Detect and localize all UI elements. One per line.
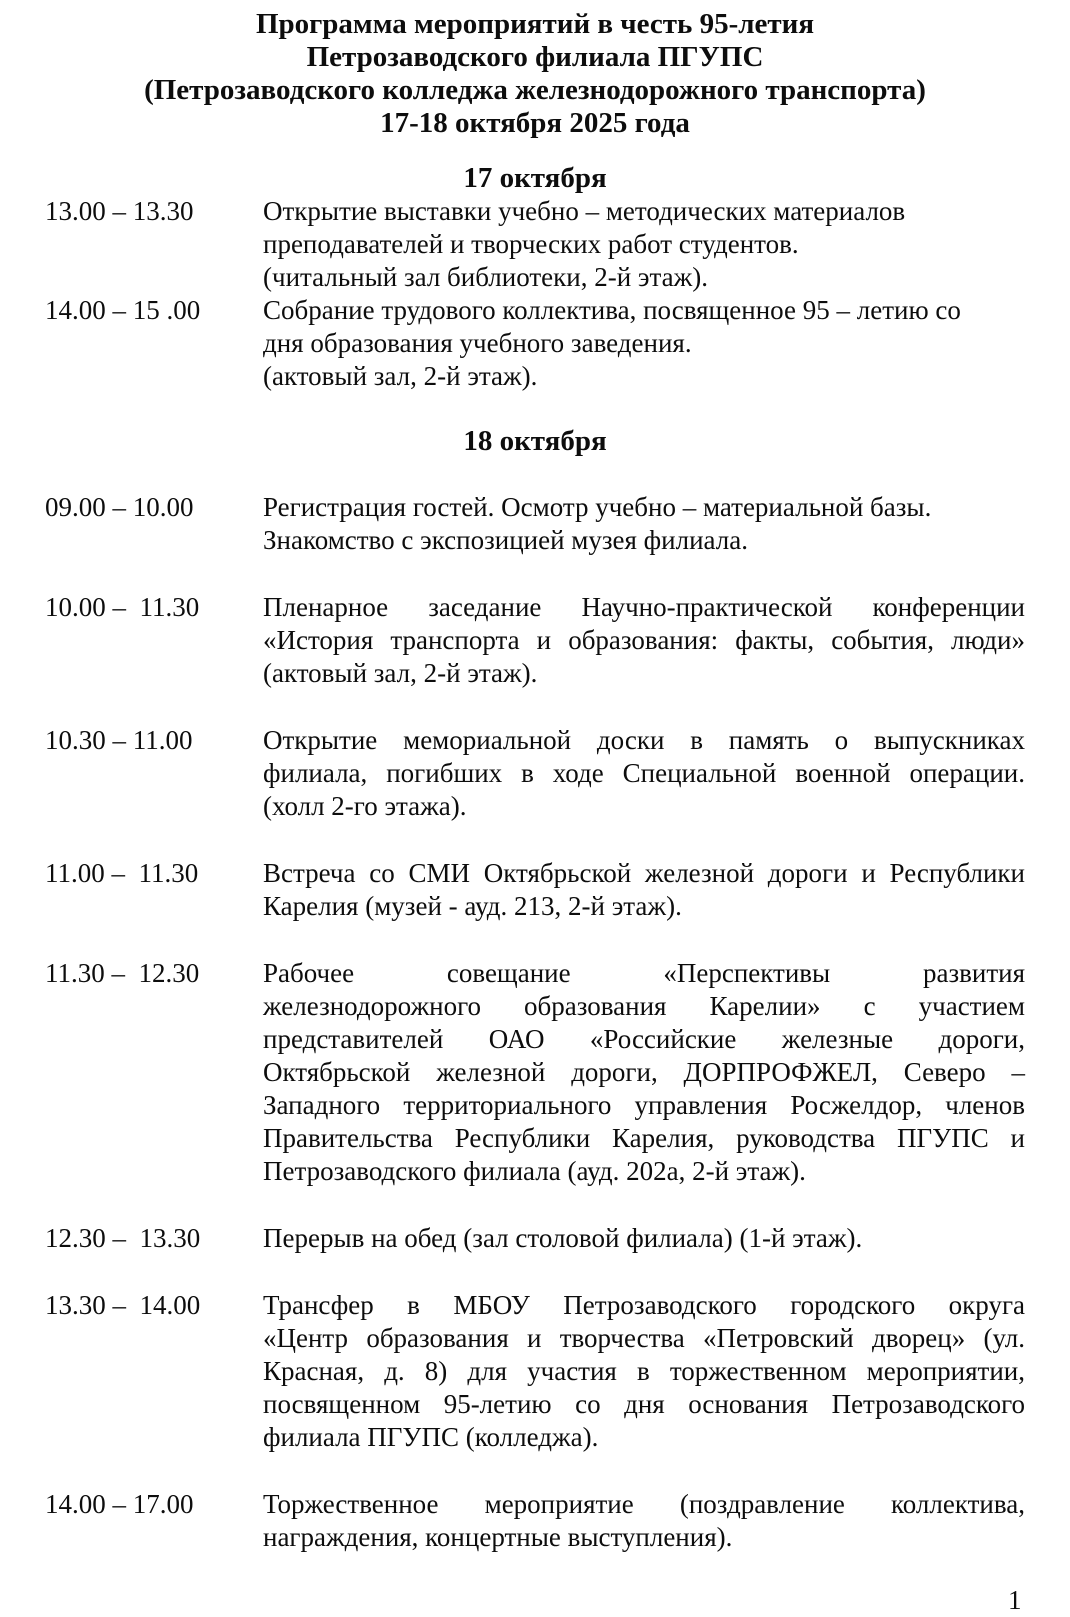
event-description-line: Правительства Республики Карелия, руководства ПГУПС и — [263, 1123, 1025, 1153]
event-description-line: Рабочее совещание «Перспективы развития — [263, 958, 1025, 988]
event-description-line: Пленарное заседание Научно-практической конференции — [263, 592, 1025, 622]
event-description — [263, 294, 1025, 393]
event-description-line: дня образования учебного заведения. — [263, 328, 692, 358]
event-description-line: Октябрьской железной дороги, ДОРПРОФЖЕЛ, Северо – — [263, 1057, 1025, 1087]
event-description-line: (актовый зал, 2-й этаж). — [263, 361, 538, 391]
event-row — [45, 957, 1025, 1188]
event-description-line: Открытие мемориальной доски в память о выпускниках — [263, 725, 1025, 755]
event-description-line: (холл 2-го этажа). — [263, 791, 467, 821]
event-description-line: Трансфер в МБОУ Петрозаводского городского округа — [263, 1290, 1025, 1320]
page-number: 1 — [1008, 1585, 1022, 1615]
event-time: 09.00 – 10.00 — [45, 492, 194, 522]
event-row — [45, 195, 1025, 294]
event-time: 13.30 – 14.00 — [45, 1290, 201, 1320]
event-row — [45, 857, 1025, 923]
event-description-line: железнодорожного образования Карелии» с участием — [263, 991, 1025, 1021]
event-time: 11.00 – 11.30 — [45, 858, 199, 888]
event-description-line: Встреча со СМИ Октябрьской железной дороги и Республики — [263, 858, 1025, 888]
event-description — [263, 491, 1025, 557]
event-description-line: представителей ОАО «Российские железные дороги, — [263, 1024, 1025, 1054]
title-line: Петрозаводского филиала ПГУПС — [306, 41, 764, 73]
event-description-line: Петрозаводского филиала (ауд. 202а, 2-й этаж). — [263, 1156, 806, 1186]
event-description-line: награждения, концертные выступления). — [263, 1522, 733, 1552]
event-description-line: Знакомство с экспозицией музея филиала. — [263, 525, 748, 555]
event-description-line: (читальный зал библиотеки, 2-й этаж). — [263, 262, 709, 292]
title-line: (Петрозаводского колледжа железнодорожного транспорта) — [144, 74, 926, 106]
event-row — [45, 1289, 1025, 1454]
event-description-line: Регистрация гостей. Осмотр учебно – материальной базы. — [263, 492, 932, 522]
event-description-line: филиала, погибших в ходе Специальной военной операции. — [263, 758, 1025, 788]
event-description — [263, 724, 1025, 823]
schedule-section — [45, 162, 1025, 393]
event-description — [263, 957, 1025, 1188]
schedule-section — [45, 425, 1025, 1554]
event-time: 11.30 – 12.30 — [45, 958, 200, 988]
event-description-line: Собрание трудового коллектива, посвященное 95 – летию со — [263, 295, 961, 325]
event-time: 13.00 – 13.30 — [45, 196, 194, 226]
document-title — [45, 8, 1025, 140]
event-row — [45, 724, 1025, 823]
event-description-line: посвященном 95-летию со дня основания Петрозаводского — [263, 1389, 1025, 1419]
event-description-line: преподавателей и творческих работ студентов. — [263, 229, 799, 259]
event-description-line: Красная, д. 8) для участия в торжественном мероприятии, — [263, 1356, 1025, 1386]
event-description-line: (актовый зал, 2-й этаж). — [263, 658, 538, 688]
event-description-line: Перерыв на обед (зал столовой филиала) (1-й этаж). — [263, 1223, 863, 1253]
event-time: 14.00 – 15 .00 — [45, 295, 201, 325]
event-row — [45, 491, 1025, 557]
event-description — [263, 591, 1025, 690]
schedule-sections — [45, 162, 1025, 1554]
day-heading: 17 октября — [463, 162, 607, 194]
event-description — [263, 857, 1025, 923]
title-line: 17-18 октября 2025 года — [380, 107, 690, 139]
event-description — [263, 195, 1025, 294]
event-description-line: Карелия (музей - ауд. 213, 2-й этаж). — [263, 891, 682, 921]
event-description-line: «Центр образования и творчества «Петровский дворец» (ул. — [263, 1323, 1025, 1353]
event-description-line: филиала ПГУПС (колледжа). — [263, 1422, 599, 1452]
event-description-line: Открытие выставки учебно – методических материалов — [263, 196, 906, 226]
title-line: Программа мероприятий в честь 95-летия — [255, 8, 815, 40]
event-description — [263, 1289, 1025, 1454]
event-time: 10.30 – 11.00 — [45, 725, 193, 755]
event-description — [263, 1222, 1025, 1255]
event-time: 14.00 – 17.00 — [45, 1489, 194, 1519]
event-description-line: Западного территориального управления Росжелдор, членов — [263, 1090, 1025, 1120]
event-row — [45, 1488, 1025, 1554]
day-heading: 18 октября — [463, 425, 607, 457]
event-time: 12.30 – 13.30 — [45, 1223, 201, 1253]
event-row — [45, 1222, 1025, 1255]
event-row — [45, 591, 1025, 690]
event-time: 10.00 – 11.30 — [45, 592, 200, 622]
event-description-line: «История транспорта и образования: факты, события, люди» — [263, 625, 1025, 655]
event-row — [45, 294, 1025, 393]
event-description — [263, 1488, 1025, 1554]
event-description-line: Торжественное мероприятие (поздравление коллектива, — [263, 1489, 1025, 1519]
